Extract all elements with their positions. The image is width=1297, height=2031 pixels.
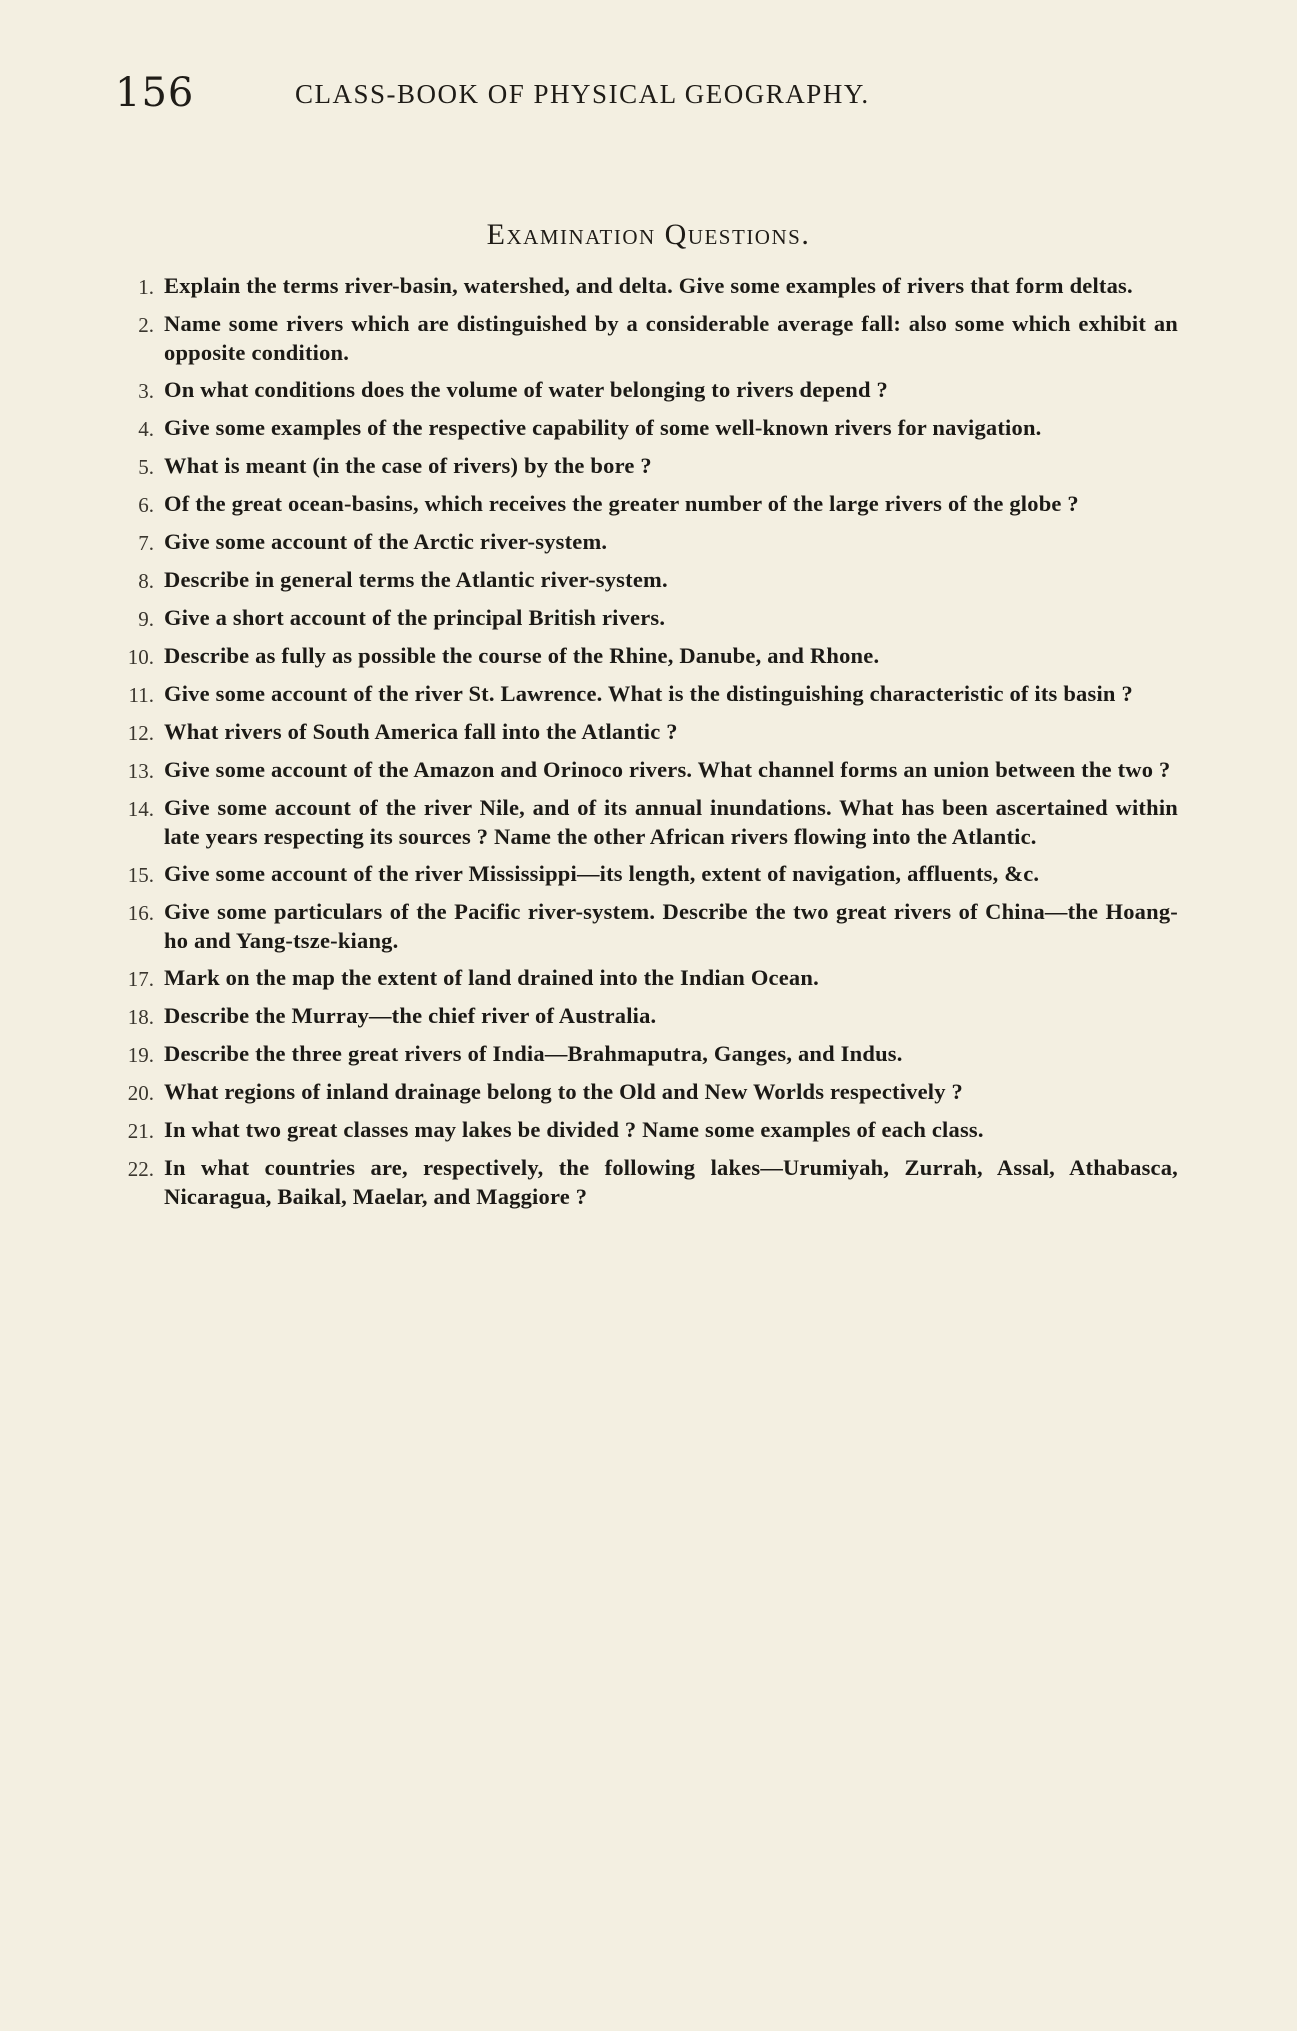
- question-item: [118, 528, 1178, 557]
- question-text: In what countries are, respectively, the following lakes—Urumiyah, Zurrah, Assal, Athabasca, Nicaragua, Baikal, Maelar, and Maggiore ?: [164, 1155, 1178, 1209]
- question-number: 12.: [127, 721, 154, 745]
- question-text: Give some account of the Arctic river-system.: [164, 529, 608, 554]
- question-number: 20.: [127, 1081, 154, 1105]
- question-item: [118, 898, 1178, 955]
- question-item: [118, 490, 1178, 519]
- question-text: In what two great classes may lakes be divided ? Name some examples of each class.: [164, 1117, 984, 1142]
- question-item: [118, 452, 1178, 481]
- question-number: 1.: [138, 275, 154, 299]
- question-text: What is meant (in the case of rivers) by the bore ?: [164, 453, 652, 478]
- question-item: [118, 964, 1178, 993]
- question-item: [118, 414, 1178, 443]
- question-item: [118, 310, 1178, 367]
- question-item: [118, 604, 1178, 633]
- question-item: [118, 1116, 1178, 1145]
- book-title: CLASS-BOOK OF PHYSICAL GEOGRAPHY.: [295, 79, 870, 109]
- question-number: 5.: [138, 455, 154, 479]
- question-text: Give some account of the river St. Lawrence. What is the distinguishing characteristic of its basin ?: [164, 681, 1133, 706]
- question-text: What rivers of South America fall into the Atlantic ?: [164, 719, 678, 744]
- question-text: Give some account of the river Mississippi—its length, extent of navigation, affluents, &c.: [164, 861, 1040, 886]
- question-item: [118, 642, 1178, 671]
- question-text: Give some account of the Amazon and Orinoco rivers. What channel forms an union between the two ?: [164, 757, 1171, 782]
- question-text: Name some rivers which are distinguished by a considerable average fall: also some which exhibit an opposite condition.: [164, 311, 1178, 365]
- question-number: 7.: [138, 531, 154, 555]
- question-number: 13.: [127, 759, 154, 783]
- question-text: What regions of inland drainage belong to the Old and New Worlds respectively ?: [164, 1079, 963, 1104]
- running-head: [115, 70, 1015, 120]
- question-item: [118, 794, 1178, 851]
- question-number: 8.: [138, 569, 154, 593]
- question-item: [118, 272, 1178, 301]
- question-number: 16.: [127, 901, 154, 925]
- question-text: Describe the Murray—the chief river of Australia.: [164, 1003, 657, 1028]
- question-text: On what conditions does the volume of water belonging to rivers depend ?: [164, 377, 889, 402]
- question-number: 11.: [128, 683, 154, 707]
- question-number: 15.: [127, 863, 154, 887]
- question-text: Give some particulars of the Pacific river-system. Describe the two great rivers of China—the Hoang-ho and Yang-tsze-kiang.: [164, 899, 1178, 953]
- question-number: 17.: [127, 967, 154, 991]
- question-number: 2.: [138, 313, 154, 337]
- question-text: Describe the three great rivers of India—Brahmaputra, Ganges, and Indus.: [164, 1041, 903, 1066]
- question-number: 22.: [127, 1157, 154, 1181]
- question-number: 3.: [138, 379, 154, 403]
- question-item: [118, 756, 1178, 785]
- question-item: [118, 860, 1178, 889]
- question-item: [118, 1154, 1178, 1211]
- question-item: [118, 718, 1178, 747]
- page-number: 156: [115, 70, 195, 116]
- question-item: [118, 1002, 1178, 1031]
- question-item: [118, 1040, 1178, 1069]
- question-text: Describe in general terms the Atlantic river-system.: [164, 567, 668, 592]
- question-number: 9.: [138, 607, 154, 631]
- question-text: Mark on the map the extent of land drained into the Indian Ocean.: [164, 965, 819, 990]
- question-number: 4.: [138, 417, 154, 441]
- question-list: [118, 272, 1178, 1220]
- question-number: 6.: [138, 493, 154, 517]
- question-number: 10.: [127, 645, 154, 669]
- question-number: 14.: [127, 797, 154, 821]
- question-text: Give some examples of the respective capability of some well-known rivers for navigation.: [164, 415, 1042, 440]
- question-number: 19.: [127, 1043, 154, 1067]
- question-text: Give some account of the river Nile, and of its annual inundations. What has been ascertained within late years respecting its sources ? Name the other African rivers flowing into the Atlantic.: [164, 795, 1178, 849]
- question-text: Give a short account of the principal British rivers.: [164, 605, 666, 630]
- question-item: [118, 376, 1178, 405]
- question-text: Of the great ocean-basins, which receives the greater number of the large rivers of the globe ?: [164, 491, 1079, 516]
- question-text: Describe as fully as possible the course of the Rhine, Danube, and Rhone.: [164, 643, 880, 668]
- question-text: Explain the terms river-basin, watershed, and delta. Give some examples of rivers that form deltas.: [164, 273, 1133, 298]
- section-heading: Examination Questions.: [486, 218, 811, 251]
- question-item: [118, 1078, 1178, 1107]
- question-number: 18.: [127, 1005, 154, 1029]
- question-item: [118, 680, 1178, 709]
- question-item: [118, 566, 1178, 595]
- question-number: 21.: [127, 1119, 154, 1143]
